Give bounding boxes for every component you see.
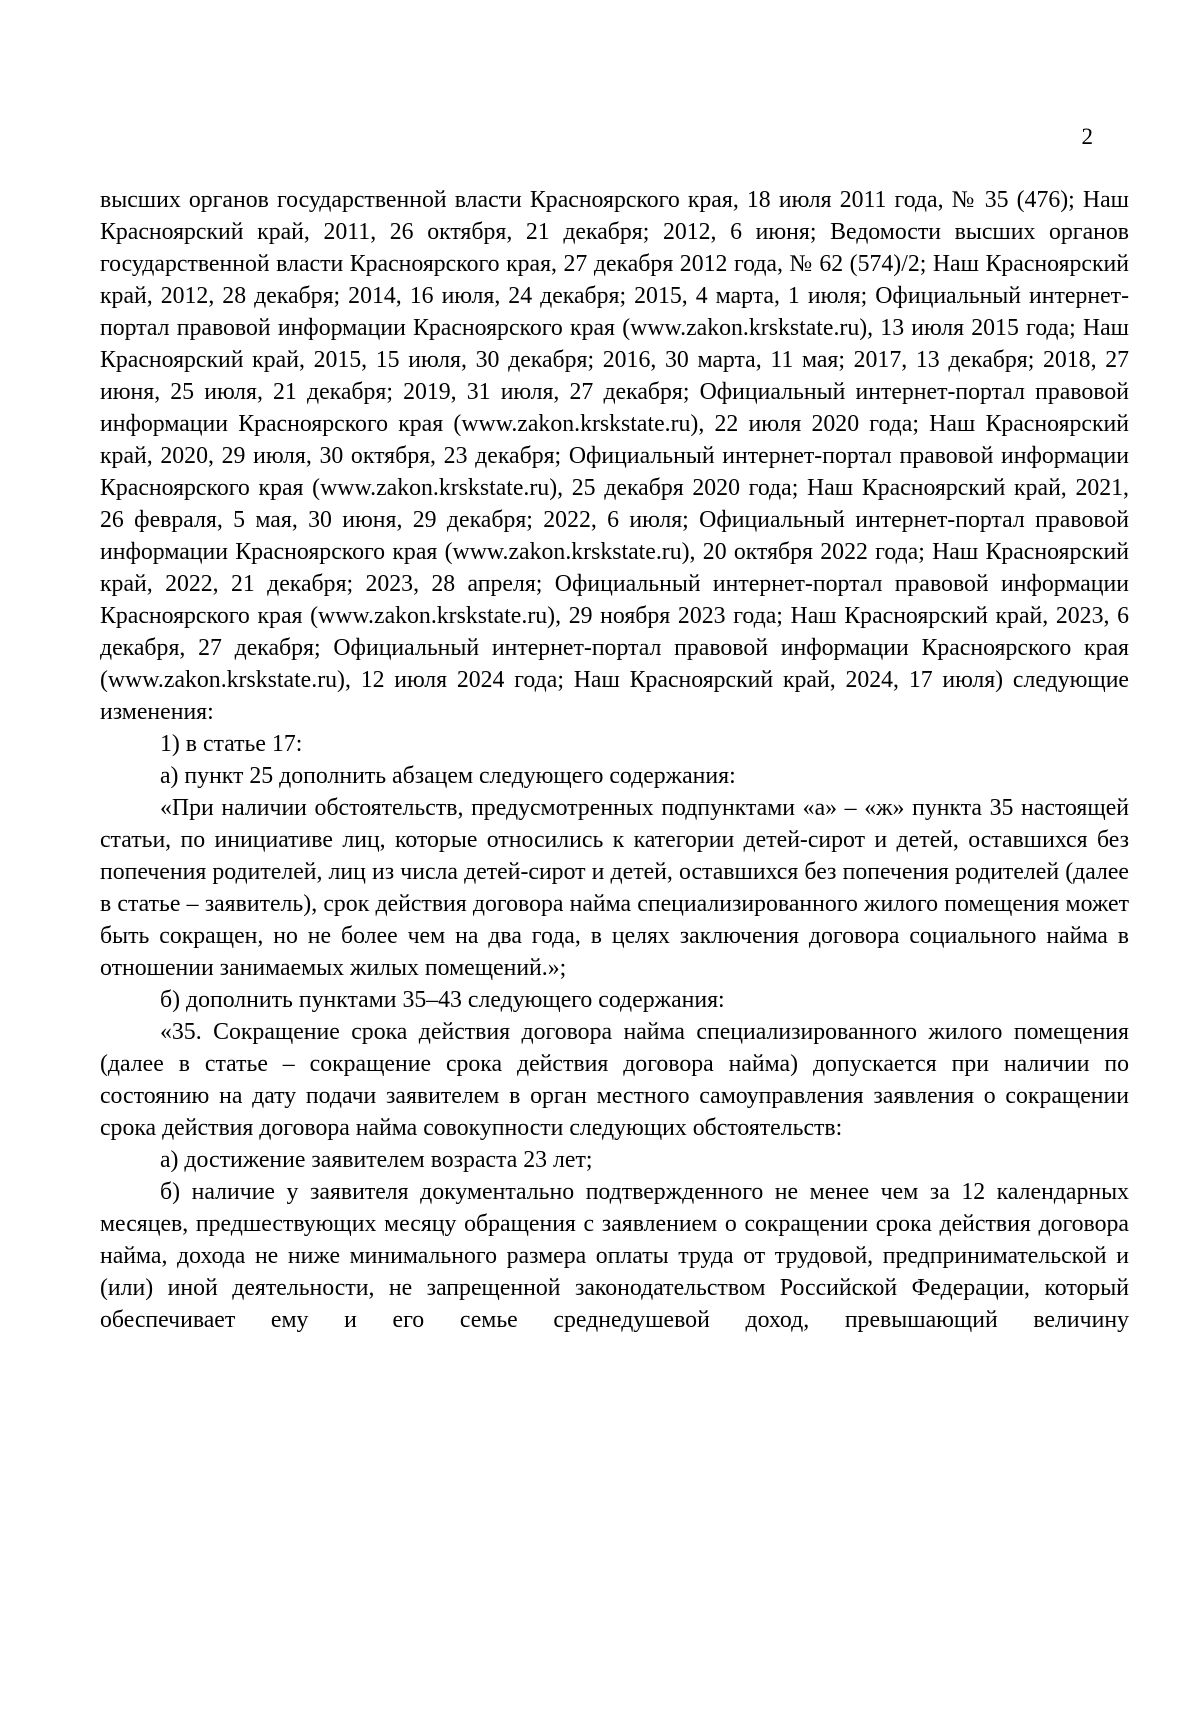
- paragraph-item-1: 1) в статье 17:: [160, 731, 303, 757]
- paragraph-quoted-amendment: «При наличии обстоятельств, предусмотренных подпунктами «а» – «ж» пункта 35 настоящей статьи, по инициативе лиц, которые относились к категории детей-сирот и детей, оставшихся без попечения родителей, лиц из числа детей-сирот и детей, оставшихся без попечения родителей (далее в статье – заявитель), срок действия договора найма специализированного жилого помещения может быть сокращен, но не более чем на два года, в целях заключения договора социального найма в отношении занимаемых жилых помещений.»;: [100, 795, 1129, 981]
- paragraph-condition-b: б) наличие у заявителя документально подтвержденного не менее чем за 12 календарных месяцев, предшествующих месяцу обращения с заявлением о сокращении срока действия договора найма, дохода не ниже минимального размера оплаты труда от трудовой, предпринимательской и (или) иной деятельности, не запрещенной законодательством Российской Федерации, который обеспечивает ему и его семье среднедушевой доход, превышающий величину: [100, 1179, 1129, 1333]
- paragraph-condition-a: а) достижение заявителем возраста 23 лет;: [160, 1147, 593, 1173]
- paragraph-subitem-b: б) дополнить пунктами 35–43 следующего содержания:: [160, 987, 725, 1013]
- page-number: 2: [1081, 124, 1093, 149]
- paragraph-publication-sources: высших органов государственной власти Красноярского края, 18 июля 2011 года, № 35 (476); Наш Красноярский край, 2011, 26 октября, 21 декабря; 2012, 6 июня; Ведомости высших органов государственной власти Красноярского края, 27 декабря 2012 года, № 62 (574)/2; Наш Красноярский край, 2012, 28 декабря; 2014, 16 июля, 24 декабря; 2015, 4 марта, 1 июля; Официальный интернет-портал правовой информации Красноярского края (www.zakon.krskstate.ru), 13 июля 2015 года; Наш Красноярский край, 2015, 15 июля, 30 декабря; 2016, 30 марта, 11 мая; 2017, 13 декабря; 2018, 27 июня, 25 июля, 21 декабря; 2019, 31 июля, 27 декабря; Официальный интернет-портал правовой информации Красноярского края (www.zakon.krskstate.ru), 22 июля 2020 года; Наш Красноярский край, 2020, 29 июля, 30 октября, 23 декабря; Официальный интернет-портал правовой информации Красноярского края (www.zakon.krskstate.ru), 25 декабря 2020 года; Наш Красноярский край, 2021, 26 февраля, 5 мая, 30 июня, 29 декабря; 2022, 6 июля; Официальный интернет-портал правовой информации Красноярского края (www.zakon.krskstate.ru), 20 октября 2022 года; Наш Красноярский край, 2022, 21 декабря; 2023, 28 апреля; Официальный интернет-портал правовой информации Красноярского края (www.zakon.krskstate.ru), 29 ноября 2023 года; Наш Красноярский край, 2023, 6 декабря, 27 декабря; Официальный интернет-портал правовой информации Красноярского края (www.zakon.krskstate.ru), 12 июля 2024 года; Наш Красноярский край, 2024, 17 июля) следующие изменения:: [100, 187, 1129, 725]
- document-body: [100, 184, 1129, 1336]
- paragraph-point-35: «35. Сокращение срока действия договора найма специализированного жилого помещения (далее в статье – сокращение срока действия договора найма) допускается при наличии по состоянию на дату подачи заявителем в орган местного самоуправления заявления о сокращении срока действия договора найма совокупности следующих обстоятельств:: [100, 1019, 1129, 1141]
- paragraph-subitem-a: а) пункт 25 дополнить абзацем следующего содержания:: [160, 763, 736, 789]
